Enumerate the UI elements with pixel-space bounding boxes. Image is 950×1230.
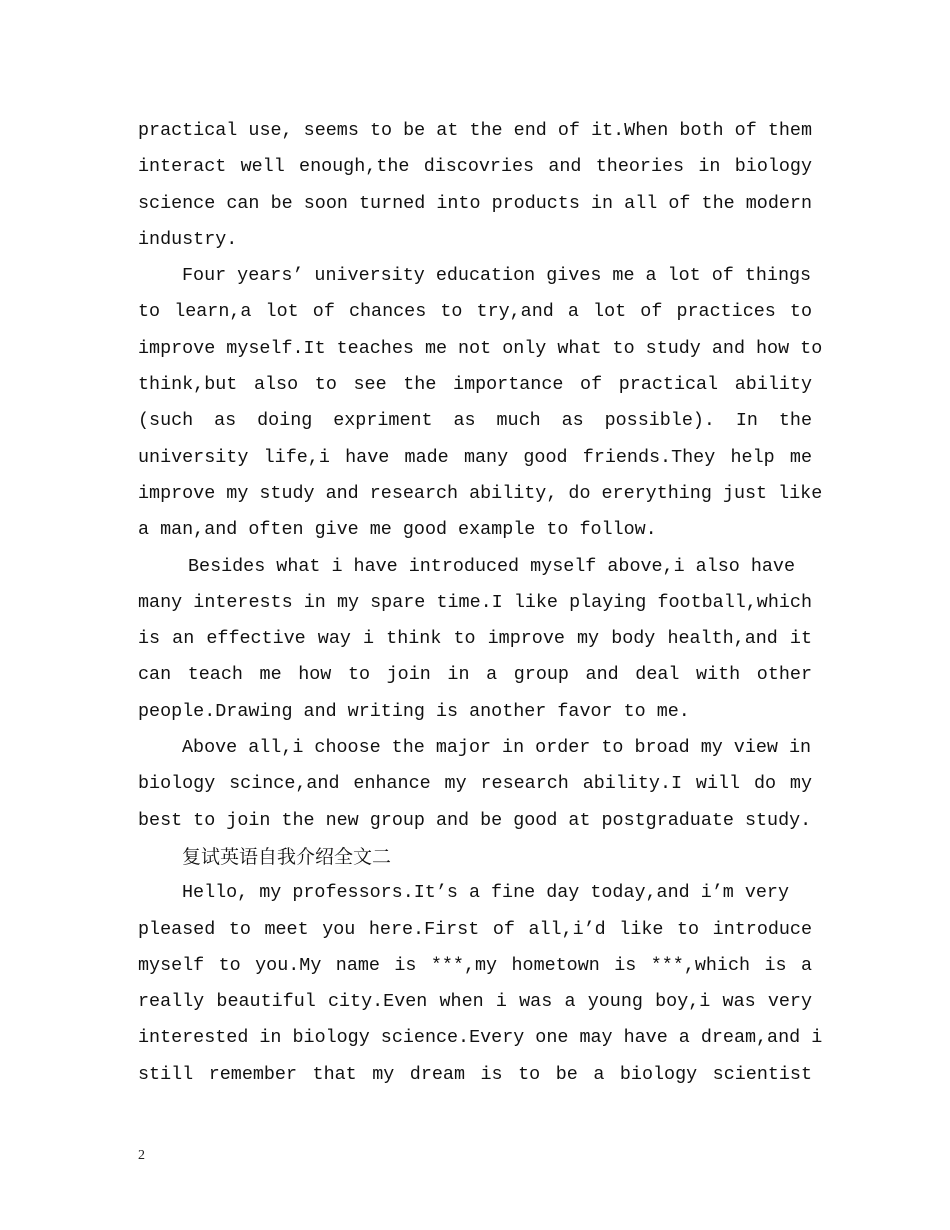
text-line: Above all,i choose the major in order to broad my view in xyxy=(182,737,812,759)
text-line: pleased to meet you here.First of all,i’d like to introduce xyxy=(138,918,812,940)
document-body xyxy=(138,113,823,1093)
text-line: Four years’ university education gives me a lot of things xyxy=(182,265,812,287)
page-number: 2 xyxy=(138,1148,145,1163)
text-line: (such as doing expriment as much as possible). In the xyxy=(138,410,812,432)
text-line: industry. xyxy=(138,228,238,250)
text-line: still remember that my dream is to be a biology scientist xyxy=(138,1063,812,1085)
text-line: interact well enough,the discovries and theories in biology xyxy=(138,156,812,178)
text-line: practical use, seems to be at the end of it.When both of them xyxy=(138,120,812,141)
text-line: really beautiful city.Even when i was a young boy,i was very xyxy=(138,991,812,1013)
text-line: myself to you.My name is ***,my hometown is ***,which is a xyxy=(138,954,812,976)
text-line: university life,i have made many good friends.They help me xyxy=(138,446,812,468)
text-line: interested in biology science.Every one may have a dream,and i xyxy=(138,1027,823,1049)
text-line: is an effective way i think to improve my body health,and it xyxy=(138,628,812,650)
text-line: improve my study and research ability, do ererything just like xyxy=(138,482,823,504)
text-line: can teach me how to join in a group and deal with other xyxy=(138,664,812,686)
text-line: Hello, my professors.It’s a fine day today,and i’m very xyxy=(182,882,789,904)
text-line: best to join the new group and be good at postgraduate study. xyxy=(138,809,812,831)
text-line: people.Drawing and writing is another favor to me. xyxy=(138,700,690,722)
text-line: to learn,a lot of chances to try,and a lot of practices to xyxy=(138,301,812,323)
text-line: Besides what i have introduced myself above,i also have xyxy=(188,555,795,577)
text-line: many interests in my spare time.I like playing football,which xyxy=(138,591,812,613)
text-line: think,but also to see the importance of practical ability xyxy=(138,374,812,396)
text-line: science can be soon turned into products in all of the modern xyxy=(138,192,812,214)
text-line: improve myself.It teaches me not only what to study and how to xyxy=(138,337,823,359)
text-line: biology scince,and enhance my research ability.I will do my xyxy=(138,773,812,795)
section-heading: 复试英语自我介绍全文二 xyxy=(182,845,392,868)
text-line: a man,and often give me good example to follow. xyxy=(138,519,657,541)
